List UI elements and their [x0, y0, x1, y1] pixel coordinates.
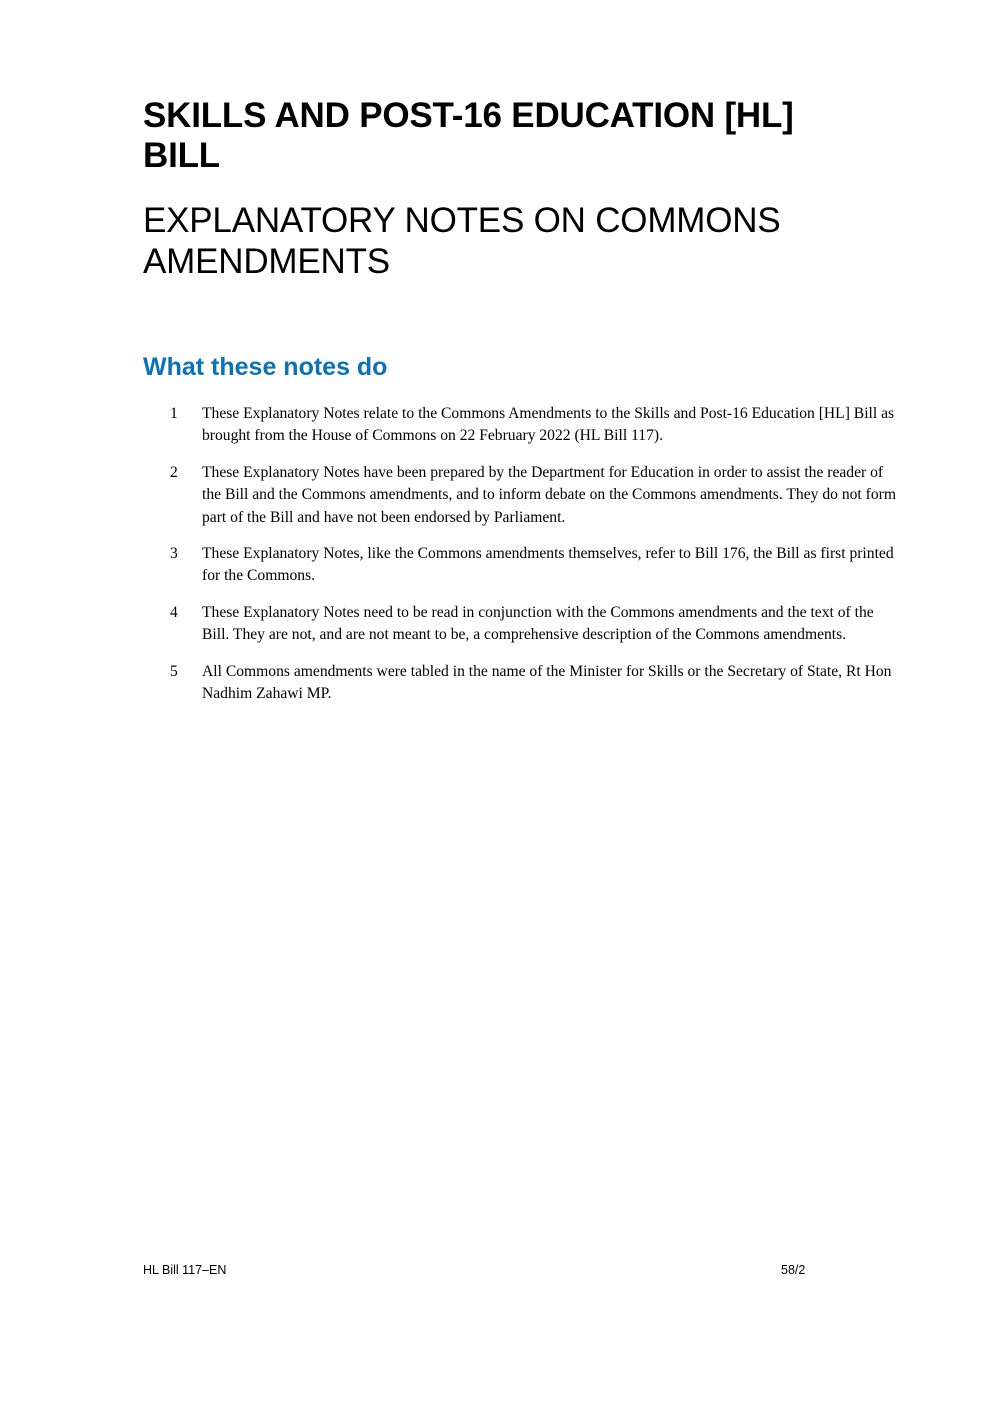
footer-bill-reference: HL Bill 117–EN — [143, 1263, 227, 1277]
note-number: 2 — [170, 463, 178, 481]
note-item — [170, 543, 900, 588]
note-item — [170, 403, 900, 448]
document-subtitle: EXPLANATORY NOTES ON COMMONS AMENDMENTS — [143, 201, 781, 281]
note-item — [170, 462, 900, 529]
note-item — [170, 602, 900, 647]
note-text: These Explanatory Notes need to be read in conjunction with the Commons amendments and the text of the Bill. They are not, and are not meant to be, a comprehensive description of the Commons amendments. — [202, 603, 874, 644]
note-text: These Explanatory Notes, like the Commons amendments themselves, refer to Bill 176, the Bill as first printed for the Commons. — [202, 545, 894, 585]
section-heading: What these notes do — [143, 353, 388, 381]
notes-list — [170, 403, 900, 719]
note-number: 3 — [170, 545, 178, 563]
note-item — [170, 661, 900, 706]
footer-page-code: 58/2 — [781, 1263, 806, 1277]
document-title: SKILLS AND POST-16 EDUCATION [HL] BILL — [143, 96, 794, 175]
note-text: These Explanatory Notes relate to the Commons Amendments to the Skills and Post-16 Education [HL] Bill as brought from the House of Commons on 22 February 2022 (HL Bill 117). — [202, 405, 895, 445]
note-number: 5 — [170, 662, 178, 680]
note-number: 4 — [170, 603, 178, 621]
note-text: All Commons amendments were tabled in the name of the Minister for Skills or the Secretary of State, Rt Hon Nadhim Zahawi MP. — [202, 662, 892, 703]
note-text: These Explanatory Notes have been prepared by the Department for Education in order to assist the reader of the Bill and the Commons amendments, and to inform debate on the Commons amendments. They do not form part of the Bill and have not been endorsed by Parliament. — [202, 463, 896, 526]
note-number: 1 — [170, 405, 178, 422]
